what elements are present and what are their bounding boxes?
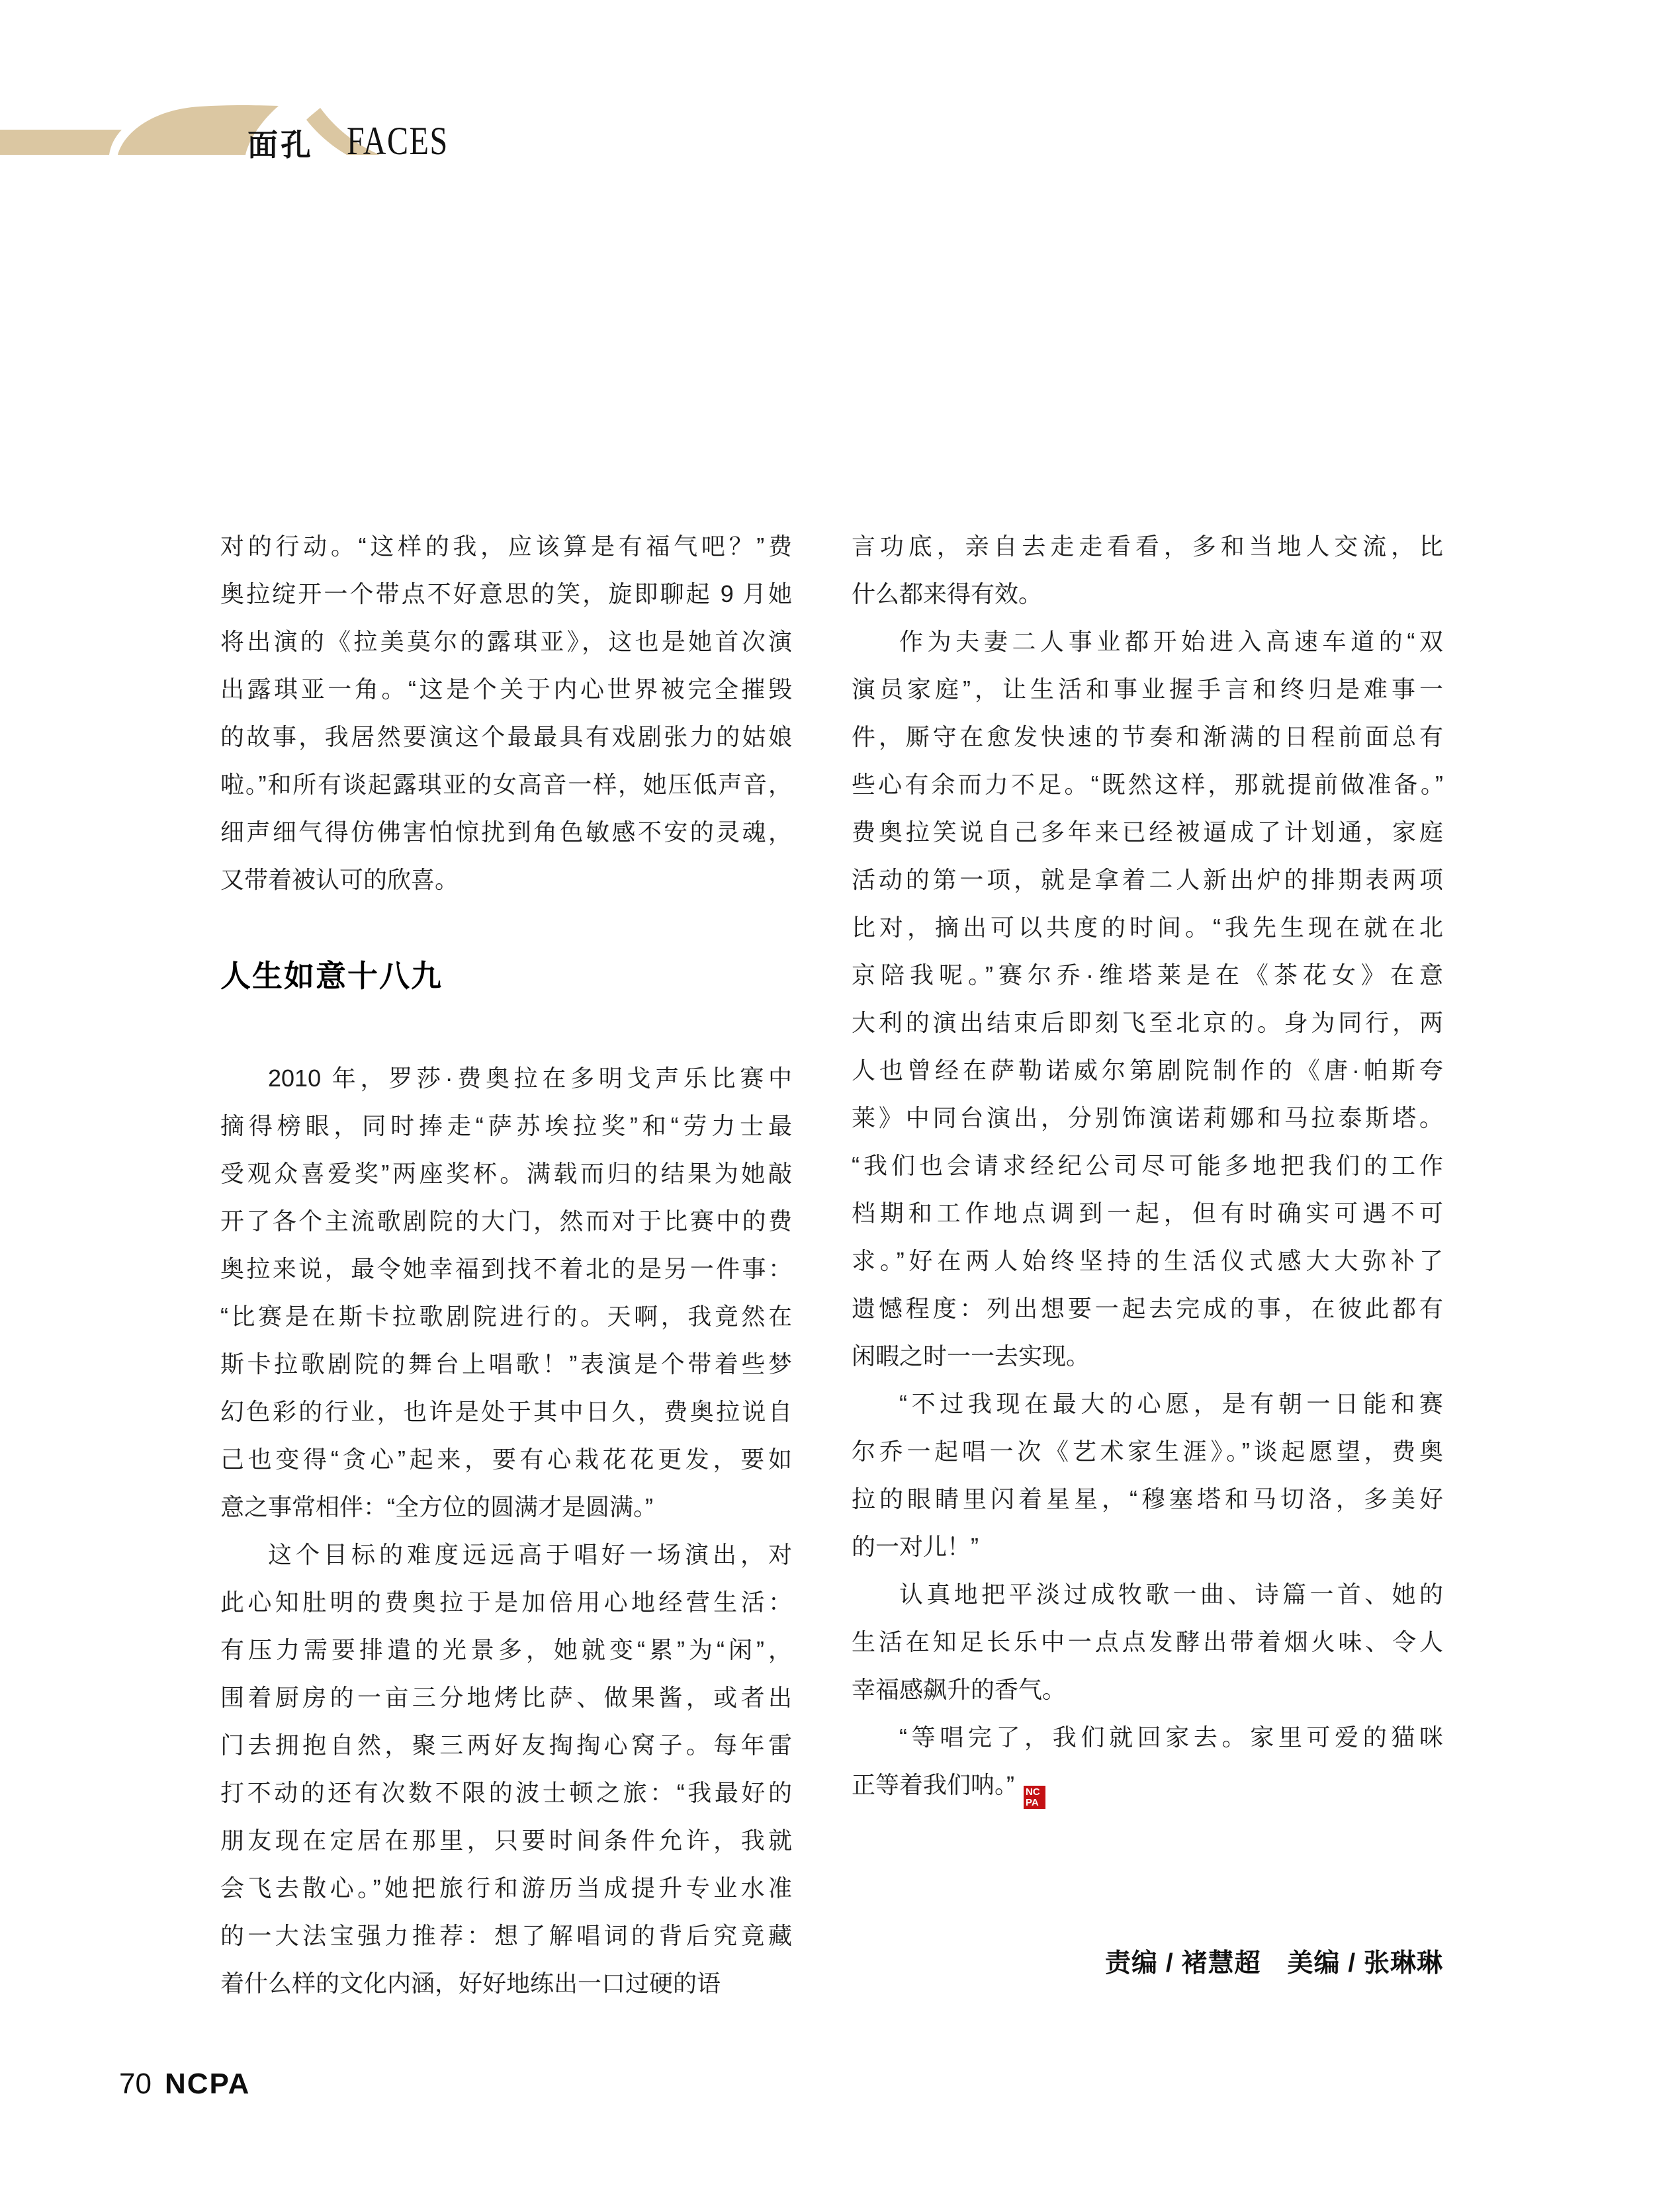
paragraph — [220, 523, 792, 904]
article-column-left — [220, 523, 792, 2007]
section-title-cn: 面孔 — [247, 128, 314, 162]
paragraph — [852, 523, 1443, 618]
text-line: 幻色彩的行业，也许是处于其中日久，费奥拉说自 — [220, 1398, 792, 1425]
text-line: 对的行动。“这样的我，应该算是有福气吧？”费 — [220, 533, 792, 560]
paragraph — [852, 618, 1443, 1380]
text-line: 开了各个主流歌剧院的大门，然而对于比赛中的费 — [220, 1207, 792, 1235]
header-bar-shape — [0, 130, 122, 155]
text-line: 着什么样的文化内涵，好好地练出一口过硬的语 — [220, 1970, 721, 1997]
text-line: 奥拉绽开一个带点不好意思的笑，旋即聊起 9 月她 — [220, 580, 792, 607]
text-line: 啦。”和所有谈起露琪亚的女高音一样，她压低声音， — [220, 771, 792, 798]
text-line: 比对，摘出可以共度的时间。“我先生现在就在北 — [852, 914, 1443, 941]
text-line: 尔乔一起唱一次《艺术家生涯》。”谈起愿望，费奥 — [852, 1438, 1443, 1465]
section-heading: 人生如意十八九 — [220, 959, 443, 993]
text-line: 求。”好在两人始终坚持的生活仪式感大大弥补了 — [852, 1247, 1443, 1274]
magazine-logo-text: NCPA — [164, 2068, 251, 2100]
text-line: 些心有余而力不足。“既然这样，那就提前做准备。” — [852, 771, 1443, 798]
paragraph — [220, 1055, 792, 1531]
text-line: 生活在知足长乐中一点点发酵出带着烟火味、令人 — [852, 1628, 1443, 1655]
text-line: 作为夫妻二人事业都开始进入高速车道的“双 — [899, 628, 1443, 655]
text-line: 拉的眼睛里闪着星星，“穆塞塔和马切洛，多美好 — [852, 1485, 1443, 1512]
text-line: 细声细气得仿佛害怕惊扰到角色敏感不安的灵魂， — [220, 818, 792, 846]
text-line: 遗憾程度：列出想要一起去完成的事，在彼此都有 — [852, 1295, 1443, 1322]
text-line: 什么都来得有效。 — [852, 580, 1043, 607]
text-line: 奥拉来说，最令她幸福到找不着北的是另一件事： — [220, 1255, 792, 1282]
article-column-right — [852, 523, 1443, 1809]
text-line: “等唱完了，我们就回家去。家里可爱的猫咪 — [899, 1724, 1443, 1751]
page-number: 70 — [119, 2068, 152, 2100]
text-line: 此心知肚明的费奥拉于是加倍用心地经营生活： — [220, 1589, 792, 1616]
paragraph — [220, 1531, 792, 2007]
text-line: 的一大法宝强力推荐：想了解唱词的背后究竟藏 — [220, 1922, 792, 1949]
text-line: 莱》中同台演出，分别饰演诺莉娜和马拉泰斯塔。 — [852, 1104, 1443, 1131]
text-line: “比赛是在斯卡拉歌剧院进行的。天啊，我竟然在 — [220, 1303, 792, 1330]
text-line: 2010 年，罗莎·费奥拉在多明戈声乐比赛中 — [268, 1065, 792, 1092]
text-line: 会飞去散心。”她把旅行和游历当成提升专业水准 — [220, 1874, 792, 1902]
text-line: 大利的演出结束后即刻飞至北京的。身为同行，两 — [852, 1009, 1443, 1036]
text-line: 将出演的《拉美莫尔的露琪亚》，这也是她首次演 — [220, 628, 792, 655]
text-line: 认真地把平淡过成牧歌一曲、诗篇一首、她的 — [899, 1581, 1443, 1608]
text-line: 这个目标的难度远远高于唱好一场演出，对 — [268, 1541, 792, 1568]
text-line: 京陪我呢。”赛尔乔·维塔莱是在《茶花女》在意 — [852, 961, 1443, 988]
text-line: 斯卡拉歌剧院的舞台上唱歌！”表演是个带着些梦 — [220, 1350, 792, 1378]
section-title-en: FACES — [347, 119, 449, 163]
text-line: 人也曾经在萨勒诺威尔第剧院制作的《唐·帕斯夸 — [852, 1057, 1443, 1084]
text-line-content: 正等着我们呐。” — [852, 1771, 1014, 1798]
text-line: 演员家庭”，让生活和事业握手言和终归是难事一 — [852, 676, 1443, 703]
text-line: “不过我现在最大的心愿，是有朝一日能和赛 — [899, 1390, 1443, 1417]
text-line: 的一对儿！” — [852, 1533, 979, 1560]
ncpa-stamp-icon: NC PA — [1024, 1786, 1045, 1810]
text-line: 又带着被认可的欣喜。 — [220, 866, 459, 893]
text-line: “我们也会请求经纪公司尽可能多地把我们的工作 — [852, 1152, 1443, 1179]
text-line: 档期和工作地点调到一起，但有时确实可遇不可 — [852, 1200, 1443, 1227]
text-line: 活动的第一项，就是拿着二人新出炉的排期表两项 — [852, 866, 1443, 893]
paragraph — [852, 1714, 1443, 1809]
text-line: 受观众喜爱奖”两座奖杯。满载而归的结果为她敲 — [220, 1160, 792, 1187]
text-line: 围着厨房的一亩三分地烤比萨、做果酱，或者出 — [220, 1684, 792, 1711]
text-line: 幸福感飙升的香气。 — [852, 1676, 1067, 1703]
text-line: 打不动的还有次数不限的波士顿之旅：“我最好的 — [220, 1779, 792, 1806]
text-line: 己也变得“贪心”起来，要有心栽花花更发，要如 — [220, 1446, 792, 1473]
text-line: 言功底，亲自去走走看看，多和当地人交流，比 — [852, 533, 1443, 560]
text-line: 闲暇之时一一去实现。 — [852, 1342, 1090, 1370]
paragraph — [852, 1380, 1443, 1571]
text-line — [852, 1761, 1443, 1809]
text-line: 门去拥抱自然，聚三两好友掏掏心窝子。每年雷 — [220, 1731, 792, 1759]
editor-credits: 责编 / 褚慧超 美编 / 张琳琳 — [1104, 1949, 1443, 1978]
text-line: 摘得榜眼，同时捧走“萨苏埃拉奖”和“劳力士最 — [220, 1112, 792, 1139]
paragraph — [852, 1571, 1443, 1714]
text-line: 的故事，我居然要演这个最最具有戏剧张力的姑娘 — [220, 723, 792, 750]
text-line: 件，厮守在愈发快速的节奏和渐满的日程前面总有 — [852, 723, 1443, 750]
text-line: 出露琪亚一角。“这是个关于内心世界被完全摧毁 — [220, 676, 792, 703]
text-line: 费奥拉笑说自己多年来已经被逼成了计划通，家庭 — [852, 818, 1443, 846]
text-line: 有压力需要排遣的光景多，她就变“累”为“闲”， — [220, 1636, 792, 1663]
page-folio — [119, 2068, 250, 2100]
text-line: 朋友现在定居在那里，只要时间条件允许，我就 — [220, 1827, 792, 1854]
text-line: 意之事常相伴：“全方位的圆满才是圆满。” — [220, 1493, 653, 1520]
